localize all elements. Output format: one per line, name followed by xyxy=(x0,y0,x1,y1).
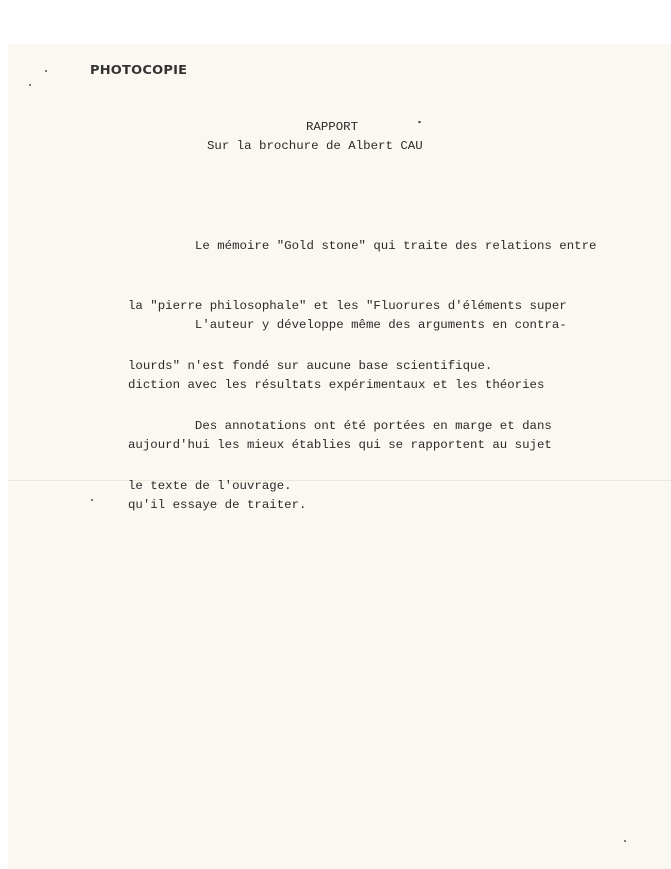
report-title: RAPPORT xyxy=(306,120,359,134)
dust-speck xyxy=(91,499,93,501)
dust-speck xyxy=(418,121,421,123)
paragraph-line: diction avec les résultats expérimentaux et les théories xyxy=(128,378,545,392)
paragraph-line: qu'il essaye de traiter. xyxy=(128,498,307,512)
paragraph-line: Le mémoire "Gold stone" qui traite des relations entre xyxy=(128,239,597,253)
paragraph-line: aujourd'hui les mieux établies qui se rapportent au sujet xyxy=(128,438,552,452)
paragraph-3 xyxy=(128,376,552,516)
dust-speck xyxy=(45,70,47,72)
paragraph-line: la "pierre philosophale" et les "Fluorures d'éléments super xyxy=(128,299,567,313)
dust-speck xyxy=(624,840,626,842)
paragraph-line: Des annotations ont été portées en marge et dans xyxy=(128,419,552,433)
dust-speck xyxy=(29,84,31,86)
photocopie-stamp: PHOTOCOPIE xyxy=(90,63,188,78)
paragraph-line: L'auteur y développe même des arguments en contra- xyxy=(128,318,567,332)
paragraph-line: le texte de l'ouvrage. xyxy=(128,479,292,493)
paragraph-line: lourds" n'est fondé sur aucune base scientifique. xyxy=(128,359,493,373)
report-subtitle: Sur la brochure de Albert CAU xyxy=(207,139,423,153)
